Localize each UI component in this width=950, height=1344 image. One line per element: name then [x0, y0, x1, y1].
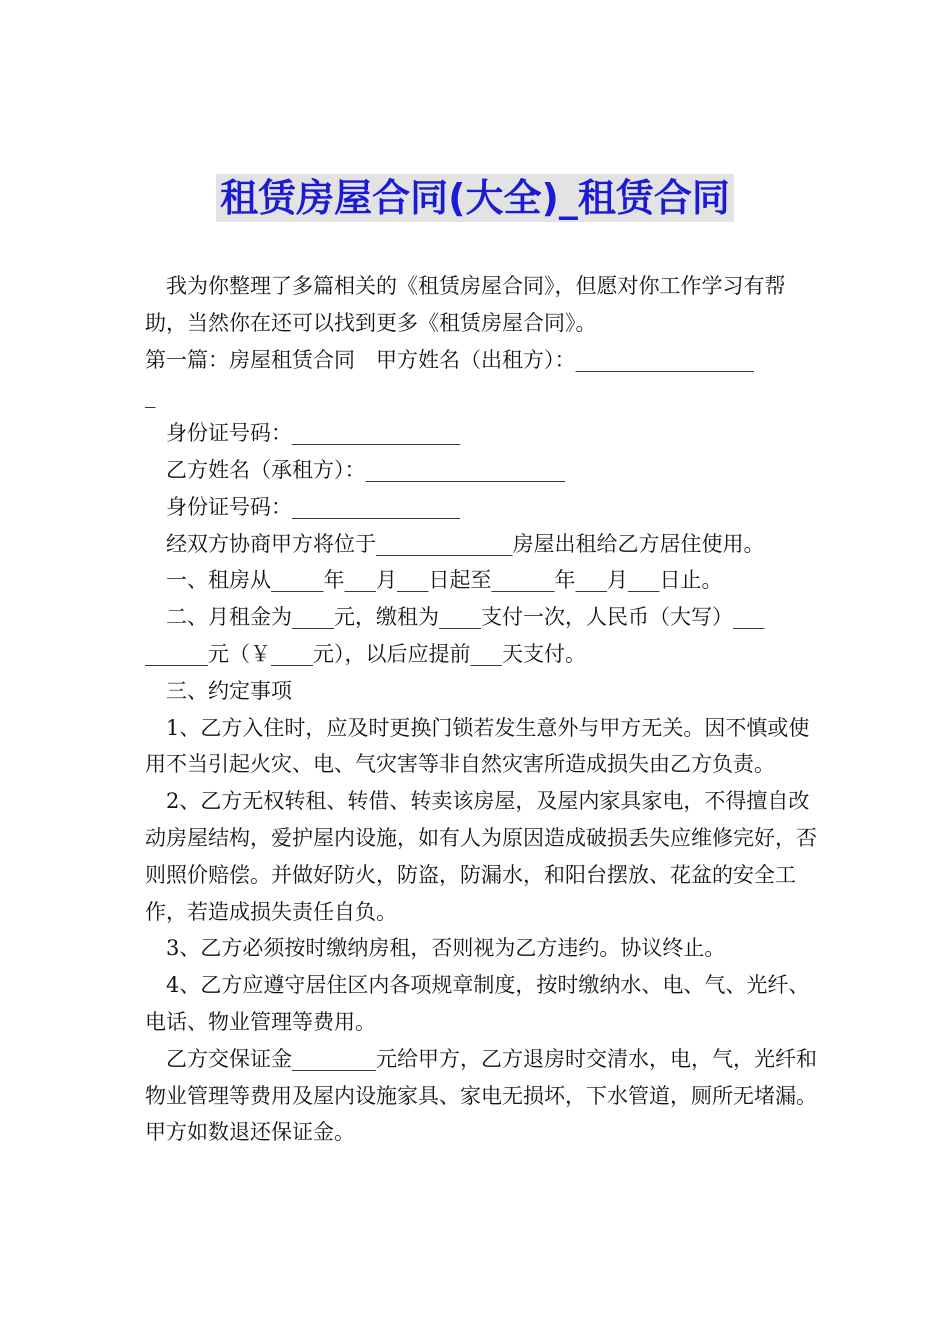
deposit-paragraph: 乙方交保证金________元给甲方，乙方退房时交清水，电，气，光纤和物业管理等费用及屋内设施家具、家电无损坏，下水管道，厕所无堵漏。甲方如数退还保证金。: [145, 1046, 817, 1145]
party-a-id-field: 身份证号码：________________: [166, 421, 460, 446]
clause-term: 一、租房从_____年___月___日起至______年___月___日止。: [166, 568, 723, 593]
title-wrapper: [0, 174, 950, 222]
party-b-name-field: 乙方姓名（承租方）：___________________: [166, 457, 565, 482]
term-item-1: 1、乙方入住时，应及时更换门锁若发生意外与甲方无关。因不慎或使用不当引起火灾、电、气灾害等非自然灾害所造成损失由乙方负责。: [145, 715, 810, 777]
term-item-2: 2、乙方无权转租、转借、转卖该房屋，及屋内家具家电，不得擅自改动房屋结构，爱护屋内设施，如有人为原因造成破损丢失应维修完好，否则照价赔偿。并做好防火，防盗，防漏水，和阳台摆放、花盆的安全工作，若造成损失责任自负。: [145, 789, 817, 924]
term-item-3: 3、乙方必须按时缴纳房租，否则视为乙方违约。协议终止。: [166, 936, 726, 961]
first-section-heading: 第一篇：房屋租赁合同 甲方姓名（出租方）：_________________ _: [145, 347, 754, 409]
party-b-id-field: 身份证号码：________________: [166, 494, 460, 519]
clause-terms-heading: 三、约定事项: [166, 678, 292, 703]
document-body: [145, 268, 825, 1151]
clause-rent: 二、月租金为____元，缴租为____支付一次，人民币（大写）___ ______元（￥____元），以后应提前___天支付。: [145, 605, 765, 666]
intro-paragraph: 我为你整理了多篇相关的《租赁房屋合同》，但愿对你工作学习有帮助，当然你在还可以找到更多《租赁房屋合同》。: [145, 274, 786, 335]
term-item-4: 4、乙方应遵守居住区内各项规章制度，按时缴纳水、电、气、光纤、电话、物业管理等费用。: [145, 973, 810, 1034]
document-title: 租赁房屋合同(大全)_租赁合同: [216, 174, 734, 222]
agreement-paragraph: 经双方协商甲方将位于_____________房屋出租给乙方居住使用。: [166, 531, 765, 556]
